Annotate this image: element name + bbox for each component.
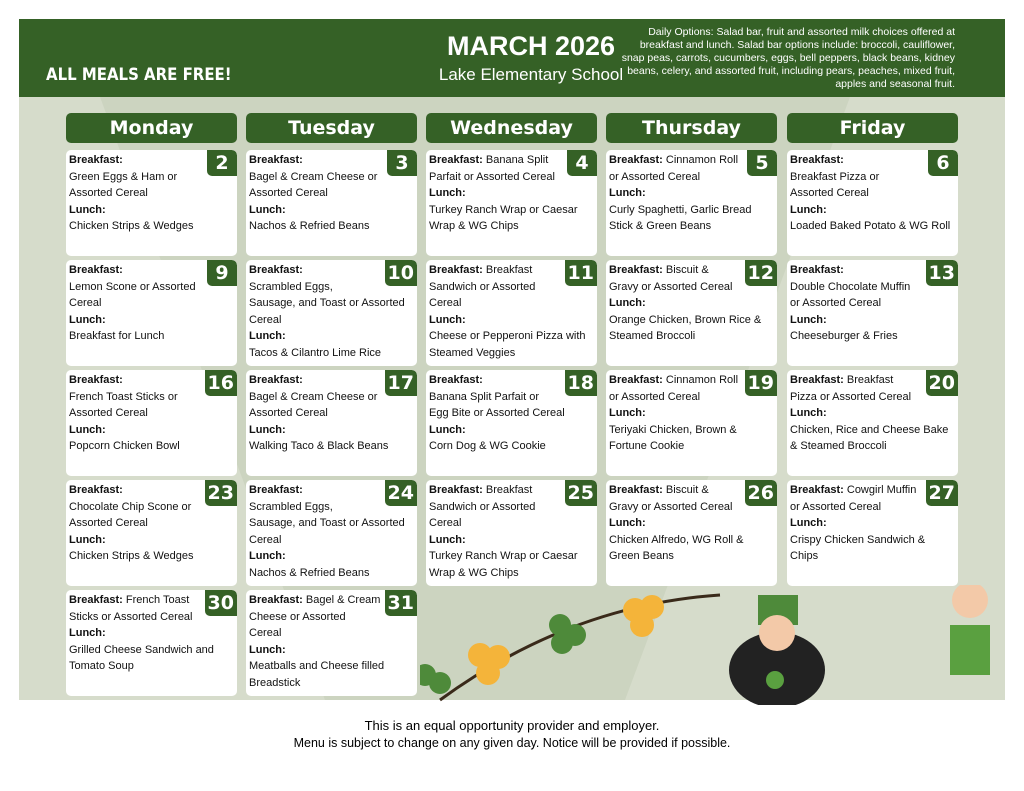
date-badge: 30: [205, 590, 237, 616]
day-header-thursday: Thursday: [606, 113, 777, 143]
lunch-menu: Cheese or Pepperoni Pizza with Steamed Veggies: [429, 330, 586, 359]
lunch-label: Lunch:: [69, 533, 106, 546]
day-cell: [606, 150, 777, 256]
lunch-section: [69, 625, 234, 675]
lunch-section: [609, 405, 774, 455]
lunch-section: [609, 515, 774, 565]
lunch-section: [429, 422, 594, 455]
date-badge: 27: [926, 480, 958, 506]
lunch-menu: Popcorn Chicken Bowl: [69, 440, 180, 452]
change-notice: Menu is subject to change on any given day. Notice will be provided if possible.: [293, 736, 731, 750]
lunch-section: [249, 202, 414, 235]
breakfast-menu: Breakfast Pizza or Assorted Cereal: [790, 170, 880, 199]
lunch-label: Lunch:: [429, 187, 466, 199]
lunch-menu: Curly Spaghetti, Garlic Bread Stick & Green Beans: [609, 203, 752, 232]
lunch-menu: Orange Chicken, Brown Rice & Steamed Broccoli: [609, 313, 762, 342]
lunch-menu: Breakfast for Lunch: [69, 330, 165, 342]
lunch-label: Lunch:: [69, 423, 106, 436]
day-cell: [66, 370, 237, 476]
breakfast-label: Breakfast:: [249, 374, 303, 386]
lunch-section: [69, 422, 234, 455]
lunch-section: [790, 515, 955, 565]
equal-opportunity-notice: This is an equal opportunity provider and employer.: [364, 718, 660, 733]
lunch-label: Lunch:: [790, 517, 827, 529]
breakfast-menu: Green Eggs & Ham or Assorted Cereal: [69, 170, 178, 199]
lunch-label: Lunch:: [249, 330, 286, 342]
lunch-section: [69, 202, 234, 235]
breakfast-label: Breakfast:: [69, 264, 123, 276]
lunch-menu: Chicken, Rice and Cheese Bake & Steamed Broccoli: [790, 423, 949, 452]
date-badge: 6: [928, 150, 958, 176]
date-badge: 12: [745, 260, 777, 286]
day-cell: [606, 480, 777, 586]
day-cell: [246, 590, 417, 696]
date-badge: 26: [745, 480, 777, 506]
date-badge: 25: [565, 480, 597, 506]
lunch-section: [249, 422, 414, 455]
breakfast-label: Breakfast:: [69, 594, 123, 606]
day-cell: [787, 150, 958, 256]
breakfast-label: Breakfast:: [790, 264, 844, 276]
breakfast-menu: Breakfast Pizza or Assorted Cereal: [790, 374, 912, 403]
lunch-label: Lunch:: [249, 203, 286, 216]
breakfast-label: Breakfast:: [429, 154, 483, 166]
breakfast-menu: Banana Split Parfait or Egg Bite or Assorted Cereal: [429, 390, 565, 419]
day-cell: [787, 480, 958, 586]
breakfast-label: Breakfast:: [790, 484, 844, 496]
date-badge: 24: [385, 480, 417, 506]
free-meals-notice: ALL MEALS ARE FREE!: [46, 65, 232, 85]
lunch-section: [609, 185, 774, 235]
lunch-label: Lunch:: [790, 313, 827, 326]
header-banner: [19, 19, 1005, 97]
breakfast-label: Breakfast:: [609, 154, 663, 166]
date-badge: 17: [385, 370, 417, 396]
date-badge: 18: [565, 370, 597, 396]
school-name: Lake Elementary School: [438, 65, 624, 84]
lunch-section: [429, 185, 594, 235]
lunch-menu: Turkey Ranch Wrap or Caesar Wrap & WG Chips: [429, 203, 578, 232]
breakfast-menu: Lemon Scone or Assorted Cereal: [69, 280, 196, 309]
day-cell: [606, 260, 777, 366]
breakfast-label: Breakfast:: [69, 154, 123, 166]
date-badge: 9: [207, 260, 237, 286]
lunch-label: Lunch:: [429, 533, 466, 546]
day-header-monday: Monday: [66, 113, 237, 143]
lunch-label: Lunch:: [249, 550, 286, 562]
day-cell: [606, 370, 777, 476]
page-title: MARCH 2026: [446, 31, 616, 61]
date-badge: 2: [207, 150, 237, 176]
breakfast-label: Breakfast:: [790, 154, 844, 166]
lunch-section: [790, 202, 955, 235]
breakfast-menu: French Toast Sticks or Assorted Cereal: [69, 594, 193, 623]
breakfast-label: Breakfast:: [69, 484, 123, 496]
breakfast-menu: Bagel & Cream Cheese or Assorted Cereal: [249, 170, 378, 199]
breakfast-menu: Bagel & Cream Cheese or Assorted Cereal: [249, 390, 378, 419]
lunch-label: Lunch:: [790, 203, 827, 216]
breakfast-label: Breakfast:: [429, 484, 483, 496]
lunch-menu: Nachos & Refried Beans: [249, 566, 370, 579]
day-cell: [787, 260, 958, 366]
lunch-menu: Chicken Strips & Wedges: [69, 220, 194, 232]
day-cell: [246, 370, 417, 476]
lunch-menu: Grilled Cheese Sandwich and Tomato Soup: [69, 643, 214, 672]
breakfast-label: Breakfast:: [429, 374, 483, 386]
breakfast-label: Breakfast:: [249, 154, 303, 166]
breakfast-menu: Biscuit & Gravy or Assorted Cereal: [609, 264, 733, 293]
breakfast-menu: Cowgirl Muffin or Assorted Cereal: [790, 484, 917, 513]
day-cell: [66, 590, 237, 696]
lunch-menu: Crispy Chicken Sandwich & Chips: [790, 533, 926, 562]
breakfast-menu: Breakfast Sandwich or Assorted Cereal: [429, 264, 536, 309]
lunch-section: [69, 312, 234, 345]
breakfast-menu: Cinnamon Roll or Assorted Cereal: [609, 154, 739, 183]
date-badge: 10: [385, 260, 417, 286]
breakfast-menu: Banana Split Parfait or Assorted Cereal: [429, 154, 555, 183]
lunch-label: Lunch:: [790, 407, 827, 419]
date-badge: 16: [205, 370, 237, 396]
lunch-menu: Chicken Alfredo, WG Roll & Green Beans: [609, 533, 744, 562]
date-badge: 20: [926, 370, 958, 396]
lunch-menu: Corn Dog & WG Cookie: [429, 440, 546, 452]
breakfast-label: Breakfast:: [249, 484, 303, 496]
day-cell: [66, 480, 237, 586]
day-cell: [66, 260, 237, 366]
breakfast-label: Breakfast:: [249, 594, 303, 606]
breakfast-menu: Cinnamon Roll or Assorted Cereal: [609, 374, 739, 403]
day-cell: [246, 260, 417, 366]
lunch-menu: Meatballs and Cheese filled Breadstick: [249, 660, 385, 689]
day-cell: [426, 370, 597, 476]
breakfast-label: Breakfast:: [790, 374, 844, 386]
breakfast-menu: French Toast Sticks or Assorted Cereal: [69, 390, 178, 419]
breakfast-label: Breakfast:: [249, 264, 303, 276]
breakfast-label: Breakfast:: [429, 264, 483, 276]
lunch-menu: Cheeseburger & Fries: [790, 330, 898, 342]
day-cell: [787, 370, 958, 476]
day-cell: [426, 480, 597, 586]
lunch-menu: Loaded Baked Potato & WG Roll: [790, 220, 951, 232]
lunch-label: Lunch:: [69, 627, 106, 639]
lunch-menu: Tacos & Cilantro Lime Rice: [249, 346, 382, 359]
breakfast-menu: Breakfast Sandwich or Assorted Cereal: [429, 484, 536, 529]
lunch-menu: Chicken Strips & Wedges: [69, 550, 194, 562]
lunch-menu: Nachos & Refried Beans: [249, 220, 370, 232]
lunch-section: [790, 312, 955, 345]
lunch-section: [790, 405, 955, 455]
day-cell: [426, 260, 597, 366]
breakfast-menu: Scrambled Eggs, Sausage, and Toast or Assorted Cereal: [249, 500, 405, 546]
lunch-section: [249, 328, 414, 361]
daily-options: Daily Options: Salad bar, fruit and assorted milk choices offered at breakfast and lunch. Salad bar options include: broccoli, cauliflower, snap peas, carrots, cucumbers, eggs, bell peppers, black beans, kidney beans, celery, and assorted fruit, including pears, peaches, mixed fruit, apples and seasonal fruit.: [621, 26, 955, 90]
breakfast-label: Breakfast:: [69, 374, 123, 386]
day-cell: [246, 150, 417, 256]
lunch-label: Lunch:: [69, 313, 106, 326]
breakfast-menu: Bagel & Cream Cheese or Assorted Cereal: [249, 594, 381, 639]
lunch-section: [609, 295, 774, 345]
date-badge: 11: [565, 260, 597, 286]
lunch-label: Lunch:: [69, 203, 106, 216]
lunch-label: Lunch:: [429, 423, 466, 436]
lunch-menu: Walking Taco & Black Beans: [249, 440, 389, 452]
day-cell: [66, 150, 237, 256]
day-header-tuesday: Tuesday: [246, 113, 417, 143]
day-cell: [246, 480, 417, 586]
breakfast-menu: Chocolate Chip Scone or Assorted Cereal: [69, 500, 192, 529]
lunch-section: [429, 532, 594, 582]
lunch-section: [249, 548, 414, 581]
date-badge: 4: [567, 150, 597, 176]
lunch-label: Lunch:: [609, 517, 646, 529]
lunch-section: [69, 532, 234, 565]
breakfast-menu: Biscuit & Gravy or Assorted Cereal: [609, 484, 733, 513]
day-header-friday: Friday: [787, 113, 958, 143]
lunch-menu: Teriyaki Chicken, Brown & Fortune Cookie: [609, 423, 737, 452]
breakfast-menu: Scrambled Eggs, Sausage, and Toast or Assorted Cereal: [249, 280, 405, 326]
day-header-wednesday: Wednesday: [426, 113, 597, 143]
lunch-label: Lunch:: [429, 313, 466, 326]
date-badge: 13: [926, 260, 958, 286]
lunch-label: Lunch:: [609, 187, 646, 199]
lunch-label: Lunch:: [249, 423, 286, 436]
lunch-label: Lunch:: [249, 643, 286, 656]
date-badge: 3: [387, 150, 417, 176]
breakfast-label: Breakfast:: [609, 484, 663, 496]
date-badge: 23: [205, 480, 237, 506]
date-badge: 19: [745, 370, 777, 396]
lunch-menu: Turkey Ranch Wrap or Caesar Wrap & WG Chips: [429, 550, 578, 579]
lunch-section: [429, 312, 594, 362]
day-cell: [426, 150, 597, 256]
breakfast-label: Breakfast:: [609, 374, 663, 386]
date-badge: 5: [747, 150, 777, 176]
date-badge: 31: [385, 590, 417, 616]
breakfast-menu: Double Chocolate Muffin or Assorted Cereal: [790, 280, 911, 309]
lunch-label: Lunch:: [609, 297, 646, 309]
breakfast-label: Breakfast:: [609, 264, 663, 276]
clover-decoration-icon: [420, 585, 1020, 705]
lunch-section: [249, 642, 414, 692]
lunch-label: Lunch:: [609, 407, 646, 419]
